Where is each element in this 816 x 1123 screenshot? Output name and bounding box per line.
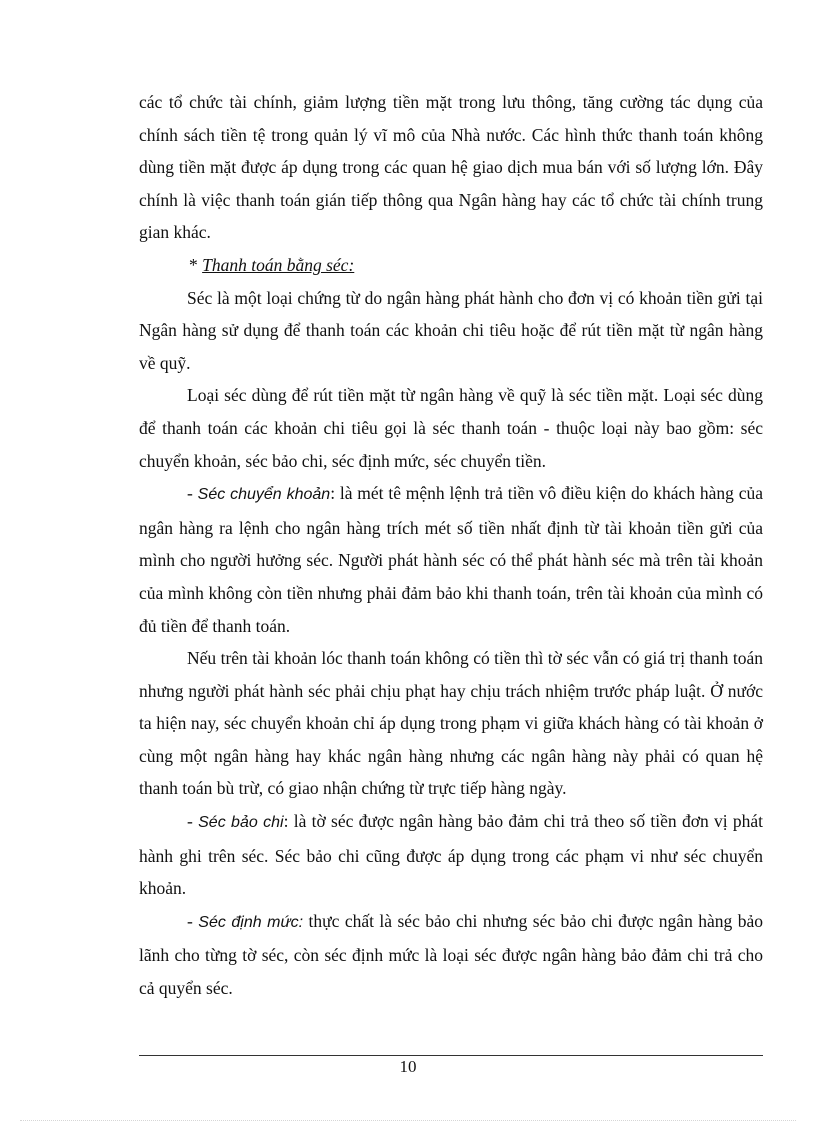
paragraph-intro: các tổ chức tài chính, giảm lượng tiền mặt trong lưu thông, tăng cường tác dụng của chính sách tiền tệ trong quản lý vĩ mô của Nhà nước. Các hình thức thanh toán không dùng tiền mặt được áp dụng trong các quan hệ giao dịch mua bán với số lượng lớn. Đây chính là việc thanh toán gián tiếp thông qua Ngân hàng hay các tổ chức tài chính trung gian khác.	[139, 92, 763, 243]
certified-dash: -	[187, 811, 199, 832]
paragraph-no-funds: Nếu trên tài khoản lóc thanh toán không có tiền thì tờ séc vẫn có giá trị thanh toán nhưng người phát hành séc phải chịu phạt hay chịu trách nhiệm trước pháp luật. Ở nước ta hiện nay, séc chuyển khoản chỉ áp dụng trong phạm vi giữa khách hàng có tài khoản ở cùng một ngân hàng hay khác ngân hàng nhưng các ngân hàng này phải có quan hệ thanh toán bù trừ, có giao nhận chứng từ trực tiếp hàng ngày.	[139, 648, 763, 799]
page-number: 10	[399, 1057, 417, 1076]
paragraph-transfer-cheque	[139, 477, 763, 642]
heading-label: Thanh toán bằng séc:	[202, 254, 355, 275]
transfer-dash: -	[187, 483, 198, 504]
paragraph-limit-cheque	[139, 905, 763, 1005]
term-certified-cheque: Séc bảo chi	[198, 814, 284, 832]
transfer-cheque-text: : là mét tê mệnh lệnh trả tiền vô điều kiện do khách hàng của ngân hàng ra lệnh cho ngân hàng trích mét số tiền nhất định từ tài khoản tiền gửi của mình cho người hưởng séc. Người phát hành séc có thể phát hành séc mà trên tài khoản của mình không còn tiền nhưng phải đảm bảo khi thanh toán, trên tài khoản của mình có đủ tiền để thanh toán.	[139, 483, 764, 636]
term-limit-cheque: Séc định mức:	[198, 913, 304, 931]
certified-cheque-text: : là tờ séc được ngân hàng bảo đảm chi trả theo số tiền đơn vị phát hành ghi trên séc. Séc bảo chi cũng được áp dụng trong các phạm vi như séc chuyển khoản.	[139, 811, 764, 899]
limit-dash: -	[187, 910, 199, 931]
heading-bullet: *	[189, 254, 198, 275]
paragraph-cheque-types: Loại séc dùng để rút tiền mặt từ ngân hàng về quỹ là séc tiền mặt. Loại séc dùng để thanh toán các khoản chi tiêu gọi là séc thanh toán - thuộc loại này bao gồm: séc chuyển khoản, séc bảo chi, séc định mức, séc chuyển tiền.	[139, 385, 763, 471]
term-transfer-cheque: Séc chuyển khoản	[197, 486, 331, 504]
page-bottom-dotted-border	[20, 1120, 796, 1121]
section-heading-cheque-payment	[139, 249, 763, 282]
limit-cheque-text: thực chất là séc bảo chi nhưng séc bảo chi được ngân hàng bảo lãnh cho từng tờ séc, còn séc định mức là loại séc được ngân hàng bảo đảm chi trả cho cả quyển séc.	[139, 910, 764, 999]
document-body	[139, 86, 763, 1005]
paragraph-cheque-definition: Séc là một loại chứng từ do ngân hàng phát hành cho đơn vị có khoản tiền gửi tại Ngân hàng sử dụng để thanh toán các khoản chi tiêu hoặc để rút tiền mặt từ ngân hàng về quỹ.	[139, 287, 763, 373]
paragraph-certified-cheque	[139, 805, 763, 905]
